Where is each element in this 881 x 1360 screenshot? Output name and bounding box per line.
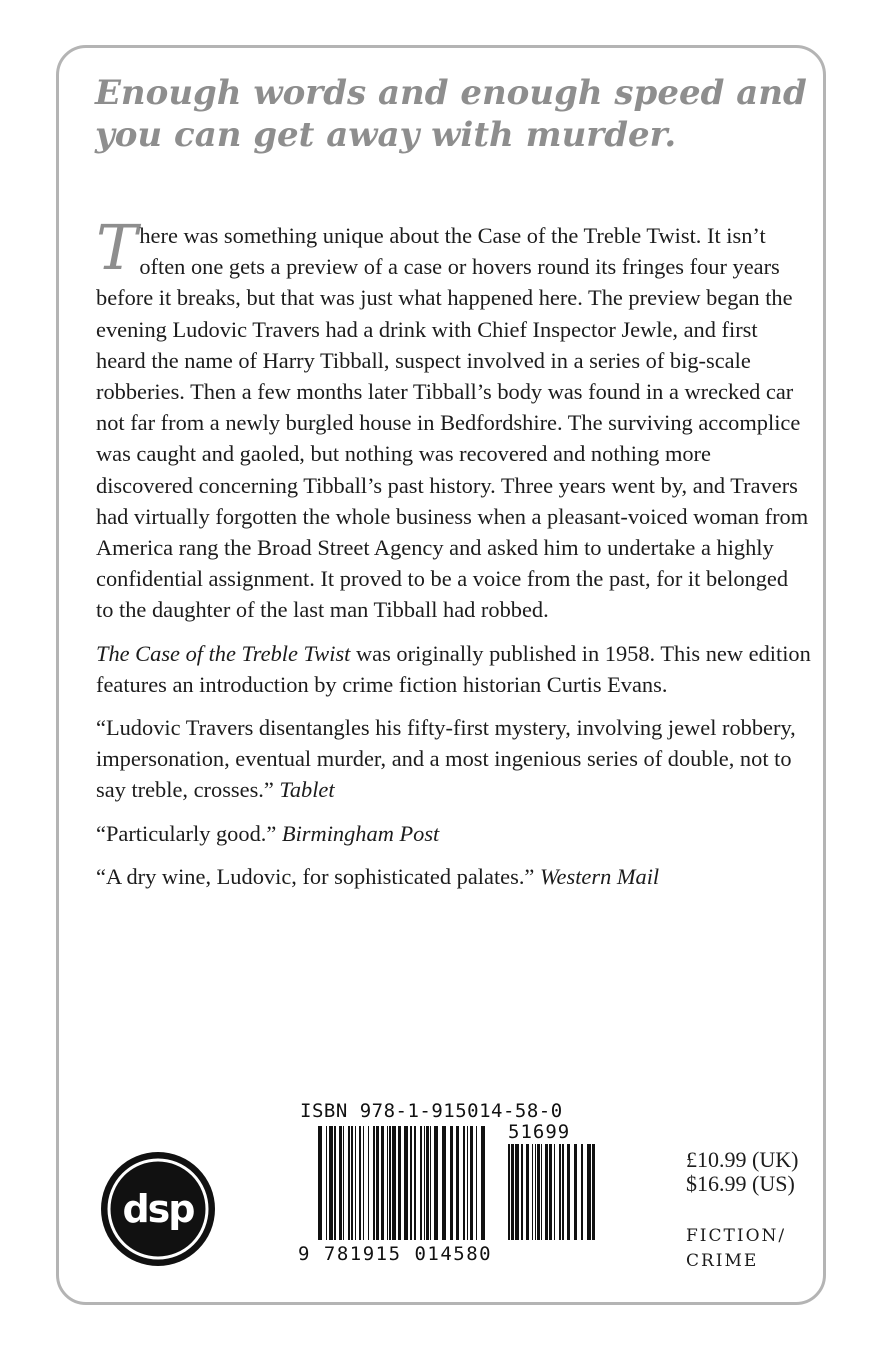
review-quote: “Particularly good.” xyxy=(96,820,282,846)
review-source: Western Mail xyxy=(539,863,660,889)
barcode-bar xyxy=(326,1126,327,1240)
barcode-main-bars xyxy=(318,1126,485,1240)
barcode-addon-bars xyxy=(508,1144,595,1240)
barcode-bar xyxy=(424,1126,425,1240)
genre-line-1: FICTION/ xyxy=(686,1226,787,1246)
review-source: Tablet xyxy=(279,777,335,803)
blurb-text: here was something unique about the Case of the Treble Twist. It isn’t often one gets a preview of a case or hovers round its fringes four years before it breaks, but that was just what happened here. The preview began the evening Ludovic Travers had a drink with Chief Inspector Jewle, and first heard the name of Harry Tibball, suspect involved in a series of big-scale robberies. Then a few months later Tibball’s body was found in a wrecked car not far from a newly burgled house in Bedfordshire. The surviving accomplice was caught and gaoled, but nothing was recovered and nothing more discovered concerning Tibball’s past history. Three years went by, and Travers had virtually forgotten the whole business when a pleasant-voiced woman from America rang the Broad Street Agency and asked him to undertake a highly confidential assignment. It proved to be a voice from the past, for it belonged to the daughter of the last man Tibball had robbed. xyxy=(96,223,809,623)
review-1 xyxy=(96,712,811,806)
logo-text: dsp xyxy=(122,1187,194,1231)
review-2 xyxy=(96,818,811,849)
tagline: Enough words and enough speed and you can get away with murder. xyxy=(95,73,807,155)
barcode-bar xyxy=(420,1126,422,1240)
barcode-bar xyxy=(359,1126,361,1240)
price-us: $16.99 (US) xyxy=(686,1171,795,1196)
barcode-bar xyxy=(392,1126,396,1240)
barcode-bar xyxy=(389,1126,391,1240)
price-block xyxy=(686,1148,798,1196)
barcode-bar xyxy=(363,1126,364,1240)
book-title: The Case of the Treble Twist xyxy=(96,640,351,666)
barcode-bar xyxy=(339,1126,342,1240)
barcode-bar xyxy=(456,1126,459,1240)
barcode-bar xyxy=(373,1126,375,1240)
barcode-bar xyxy=(476,1126,477,1240)
barcode-bar xyxy=(410,1126,412,1240)
review-source: Birmingham Post xyxy=(281,820,440,846)
barcode-bar xyxy=(414,1126,416,1240)
barcode-bar xyxy=(426,1126,429,1240)
barcode-bar xyxy=(404,1126,408,1240)
barcode-bar xyxy=(376,1126,379,1240)
barcode-bar xyxy=(537,1144,540,1240)
barcode-bar xyxy=(329,1126,333,1240)
barcode-bar xyxy=(515,1144,519,1240)
review-3 xyxy=(96,861,811,892)
barcode-bar xyxy=(368,1126,369,1240)
barcode-bar xyxy=(535,1144,536,1240)
barcode-bar xyxy=(559,1144,561,1240)
barcode xyxy=(298,1122,598,1262)
barcode-bar xyxy=(481,1126,485,1240)
barcode-bar xyxy=(574,1144,577,1240)
barcode-bar xyxy=(470,1126,473,1240)
barcode-bar xyxy=(398,1126,401,1240)
barcode-bar xyxy=(334,1126,336,1240)
barcode-bar xyxy=(526,1144,529,1240)
genre-block xyxy=(686,1224,786,1274)
barcode-bar xyxy=(587,1144,591,1240)
barcode-bar xyxy=(381,1126,384,1240)
barcode-bar xyxy=(430,1126,431,1240)
barcode-bar xyxy=(511,1144,514,1240)
publisher-logo xyxy=(101,1152,215,1266)
barcode-bar xyxy=(521,1144,523,1240)
barcode-bar xyxy=(545,1144,548,1240)
barcode-bar xyxy=(351,1126,353,1240)
barcode-bar xyxy=(581,1144,583,1240)
publication-note xyxy=(96,638,811,700)
barcode-human-readable: 9 781915 014580 xyxy=(298,1243,493,1262)
barcode-bar xyxy=(348,1126,350,1240)
drop-cap: T xyxy=(96,211,138,284)
barcode-bar xyxy=(592,1144,595,1240)
review-quote: “Ludovic Travers disentangles his fifty-first mystery, involving jewel robbery, impersonation, eventual murder, and a most ingenious series of double, not to say treble, crosses.” xyxy=(96,715,796,803)
barcode-bar xyxy=(567,1144,570,1240)
barcode-bar xyxy=(343,1126,344,1240)
barcode-bar xyxy=(467,1126,468,1240)
barcode-addon-digits: 51699 xyxy=(508,1122,571,1143)
barcode-bar xyxy=(318,1126,322,1240)
barcode-bar xyxy=(532,1144,533,1240)
publication-note-text: was originally published in 1958. This new edition features an introduction by crime fiction historian Curtis Evans. xyxy=(96,640,811,697)
blurb xyxy=(96,198,811,904)
isbn-label: ISBN 978-1-915014-58-0 xyxy=(300,1100,563,1122)
barcode-bar xyxy=(442,1126,446,1240)
barcode-bar xyxy=(562,1144,564,1240)
barcode-bar xyxy=(450,1126,453,1240)
barcode-bar xyxy=(434,1126,438,1240)
price-uk: £10.99 (UK) xyxy=(686,1147,799,1172)
barcode-bar xyxy=(541,1144,542,1240)
barcode-bar xyxy=(463,1126,465,1240)
barcode-bar xyxy=(508,1144,510,1240)
review-quote: “A dry wine, Ludovic, for sophisticated palates.” xyxy=(96,863,540,889)
barcode-bar xyxy=(387,1126,388,1240)
barcode-bar xyxy=(355,1126,356,1240)
barcode-bar xyxy=(549,1144,552,1240)
barcode-bar xyxy=(554,1144,555,1240)
genre-line-2: CRIME xyxy=(686,1251,759,1271)
blurb-paragraph-1 xyxy=(96,198,811,626)
